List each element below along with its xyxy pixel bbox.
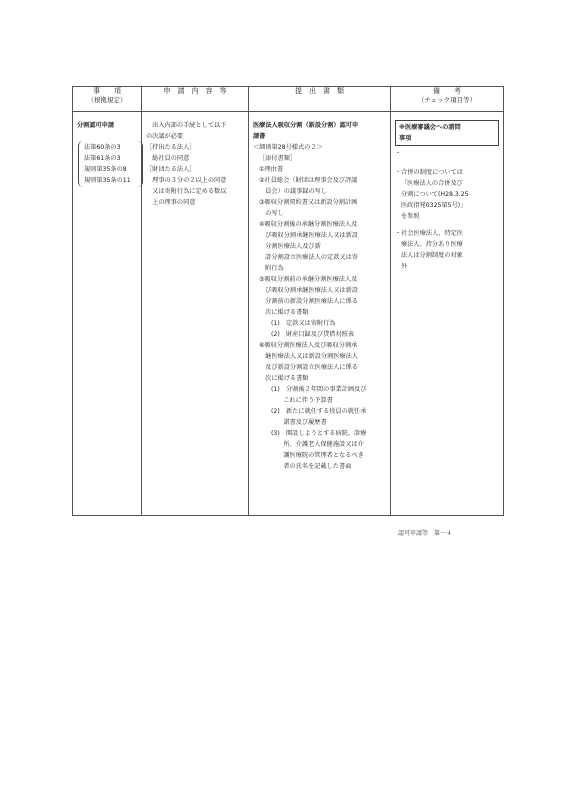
bullet-mark: ・ <box>395 150 402 157</box>
remark-line: ・社会医療法人、特定医 <box>395 230 464 237</box>
attachment-line: (1) 定款又は寄附行為 <box>271 320 336 327</box>
table-header-row <box>73 87 504 112</box>
attachment-line: 諾書及び履歴書 <box>271 419 327 426</box>
application-table <box>72 86 504 516</box>
attachment-list <box>253 164 386 472</box>
attachment-line: 分割医療法人及び新 <box>259 243 321 250</box>
attachment-line: の写し <box>259 210 284 217</box>
attachment-line: 次に掲げる書類 <box>259 375 309 382</box>
content-cell <box>142 112 249 516</box>
item-cell <box>73 112 142 516</box>
remark-line: 法人は分割制度の対象 <box>401 252 463 259</box>
header-documents-label: 提 出 書 類 <box>295 87 344 95</box>
attachment-line: 員会）の議事録の写し <box>259 188 328 195</box>
attachment-line: (2) 新たに就任する役員の就任承 <box>271 408 367 415</box>
documents-title: 請書 <box>253 133 266 140</box>
attachment-line: 者の氏名を記載した書面 <box>271 463 352 470</box>
attachment-line: 及び新設分割設立医療法人に係る <box>259 364 358 371</box>
header-item-label: 事 項 <box>93 87 121 95</box>
header-content-label: 申 請 内 容 等 <box>163 87 227 95</box>
attachment-line: (2) 財産目録及び貸借対照表 <box>271 331 355 338</box>
documents-cell <box>249 112 391 516</box>
remark-line: 分割について(H28.3.25 <box>401 191 469 198</box>
remark-line: 「医療法人の合併及び <box>401 180 463 187</box>
attachment-line: 護医療院の管理者となるべき <box>271 452 364 459</box>
content-line: 理事の３分の２以上の同意 <box>146 177 227 184</box>
attachment-line: 継医療法人又は新設分割医療法人 <box>259 353 358 360</box>
content-line: の決議が必要 <box>146 133 184 140</box>
page-footer: 認可申請等 第一４ <box>398 530 453 537</box>
content-line: ［持出たる法人］ <box>146 144 196 151</box>
remark-line: 外 <box>401 263 408 270</box>
law-bracket <box>78 141 143 187</box>
attachment-line: 所、介護老人保健施設又は介 <box>271 441 364 448</box>
law-reference: 規則第35条の8 <box>84 166 127 173</box>
content-line: 上の理事の同意 <box>146 199 196 206</box>
attachment-line: 設分割設立医療法人の定款又は寄 <box>259 254 358 261</box>
header-content <box>142 87 249 112</box>
header-item-sublabel: （根拠規定） <box>87 96 127 104</box>
attachments-heading: ［添付書類］ <box>259 155 297 162</box>
remark-note <box>395 167 499 222</box>
header-item <box>73 87 142 112</box>
remark-line: 療法人、持分あり医療 <box>401 241 463 248</box>
council-consultation-text: ※医療審議会への諮問 <box>399 124 461 131</box>
table-row <box>73 112 504 516</box>
remark-line: ・合併の制度については <box>395 169 463 176</box>
attachment-line: び吸収分割承継医療法人又は新設 <box>259 287 358 294</box>
attachment-line: (1) 分割後２年間の事業計画及び <box>271 386 367 393</box>
content-line: 出入内部の手続として以下 <box>146 122 227 129</box>
council-consultation-box <box>395 120 499 146</box>
attachment-line: ②社員総会（財団は理事会及び評議 <box>259 177 358 184</box>
header-remarks-sublabel: （チェック項目等） <box>417 96 477 104</box>
attachment-line: ①理由書 <box>259 166 284 173</box>
content-line: 総社員の同意 <box>146 155 190 162</box>
remark-note <box>395 228 499 272</box>
header-remarks-label: 備 考 <box>433 87 461 95</box>
attachment-line: ③吸収分割契約書又は新設分割計画 <box>259 199 358 206</box>
remarks-cell <box>391 112 504 516</box>
content-line: 又は寄附行為に定める数以 <box>146 188 227 195</box>
attachment-line: ⑤吸収分割前の承継分割医療法人及 <box>259 276 358 283</box>
form-number: ＜細則第28号様式の２＞ <box>253 144 323 151</box>
header-documents <box>249 87 391 112</box>
law-reference: 法第60条の3 <box>84 144 121 151</box>
law-reference: 法第61条の3 <box>84 155 121 162</box>
attachment-line: び吸収分割承継医療法人又は新設 <box>259 232 358 239</box>
attachment-line: これに伴う予算書 <box>271 397 333 404</box>
council-consultation-text: 事項 <box>399 135 412 142</box>
law-reference: 規則第35条の11 <box>84 177 131 184</box>
item-title: 分割認可申請 <box>77 122 115 129</box>
attachment-line: 分割前の新設分割医療法人に係る <box>259 298 358 305</box>
attachment-line: 次に掲げる書類 <box>259 309 309 316</box>
content-line: ［財団たる法人］ <box>146 166 196 173</box>
attachment-line: ⑥吸収分割医療法人及び吸収分割承 <box>259 342 358 349</box>
attachment-line: ④吸収分割後の承継分割医療法人及 <box>259 221 358 228</box>
header-remarks <box>391 87 504 112</box>
attachment-line: 附行為 <box>259 265 284 272</box>
documents-title: 医療法人吸収分割（新設分割）認可申 <box>253 122 359 129</box>
attachment-line: (3) 開設しようとする病院、診療 <box>271 430 367 437</box>
remark-line: を参照 <box>401 213 420 220</box>
remark-line: 医政指発0325第5号)」 <box>401 202 467 209</box>
